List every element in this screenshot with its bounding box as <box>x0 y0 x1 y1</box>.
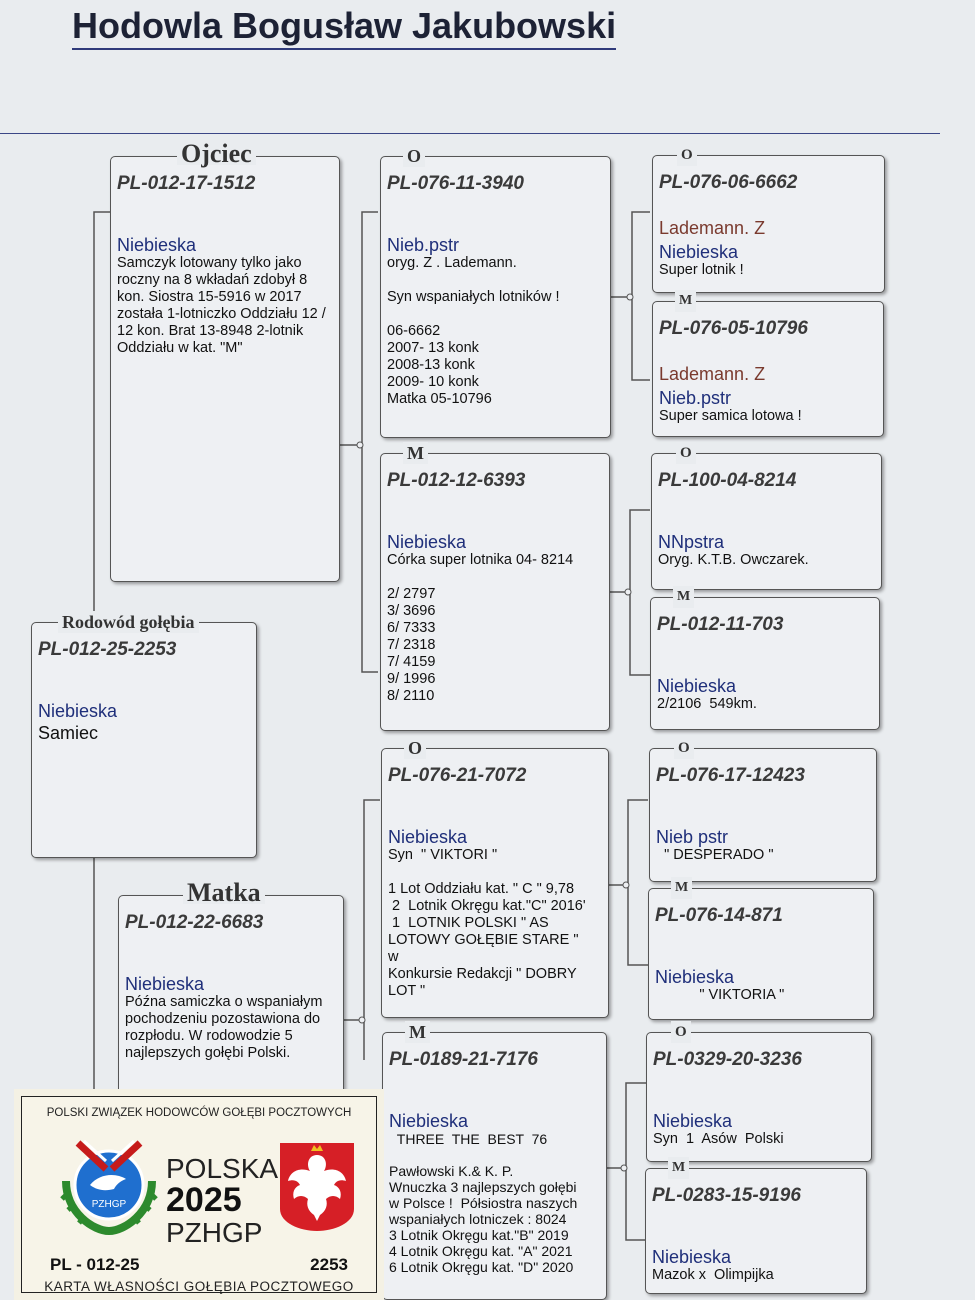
ownership-card <box>14 1089 384 1300</box>
grandfather-maternal-color: Niebieska <box>388 827 468 847</box>
grandfather-maternal-label: O <box>404 737 426 759</box>
father-description: Samczyk lotowany tylko jako roczny na 8 wkładań zdobył 8 kon. Siostra 15-5916 w 2017 została 1-lotniczko Oddziału 12 / 12 kon. Brat 13-8948 2-lotnik Oddziału w kat. "M" <box>117 255 330 356</box>
ggf-fm-label: O <box>676 442 696 464</box>
grandmother-paternal-label: M <box>403 442 428 464</box>
card-year: 2025 <box>166 1181 242 1219</box>
grandmother-paternal-box <box>380 443 610 731</box>
ggf-mm-box <box>646 1024 872 1162</box>
grandmother-paternal-ring: PL-012-12-6393 <box>387 470 526 491</box>
grandmother-maternal-label: M <box>405 1021 430 1043</box>
ggf-ff-color: Niebieska <box>659 242 739 262</box>
card-bottom-text: KARTA WŁASNOŚCI GOŁĘBIA POCZTOWEGO <box>44 1279 354 1294</box>
pigeon-box <box>31 612 257 858</box>
ggm-mf-box <box>648 880 874 1020</box>
ggf-ff-text: Super lotnik ! <box>659 262 744 278</box>
ggf-fm-text: Oryg. K.T.B. Owczarek. <box>658 552 809 568</box>
ggm-mf-color: Niebieska <box>655 967 735 987</box>
grandfather-paternal-box <box>380 146 611 438</box>
ggm-fm-color: Niebieska <box>657 676 737 696</box>
ggf-fm-box <box>651 445 882 590</box>
father-box <box>110 139 340 582</box>
ggf-ff-ring: PL-076-06-6662 <box>659 172 798 193</box>
ggm-mm-box <box>645 1160 867 1294</box>
ggm-mm-ring: PL-0283-15-9196 <box>652 1185 801 1206</box>
ggm-fm-box <box>650 589 880 730</box>
ggf-mf-text: " DESPERADO " <box>656 847 774 863</box>
card-country: POLSKA <box>166 1153 279 1184</box>
mother-description: Późna samiczka o wspaniałym pochodzeniu pozostawiona do rozpłodu. W rodowodzie 5 najlepszych gołębi Polski. <box>125 994 327 1061</box>
ggf-mf-ring: PL-076-17-12423 <box>656 765 805 786</box>
ggm-ff-breeder: Lademann. Z <box>659 364 766 384</box>
grandmother-maternal-ring: PL-0189-21-7176 <box>389 1049 538 1070</box>
ggm-mm-text: Mazok x Olimpijka <box>652 1267 774 1283</box>
card-ring-left: PL - 012-25 <box>50 1255 140 1274</box>
father-header: Ojciec <box>177 143 256 165</box>
ggm-ff-color: Nieb.pstr <box>659 388 732 408</box>
ggm-fm-ring: PL-012-11-703 <box>657 614 784 635</box>
grandfather-paternal-text: oryg. Z . Lademann. Syn wspaniałych lotników ! 06-6662 2007- 13 konk 2008-13 konk 2009- 10 konk Matka 05-10796 <box>387 255 560 407</box>
ggm-mf-label: M <box>671 877 692 899</box>
grandfather-paternal-color: Nieb.pstr <box>387 235 460 255</box>
ggf-mm-color: Niebieska <box>653 1111 733 1131</box>
grandmother-maternal-text: THREE THE BEST 76 Pawłowski K.& K. P. Wnuczka 3 najlepszych gołębi w Polsce ! Półsiostra naszych wspaniałych lotniczek : 8024 3 Lotnik Okręgu kat."B" 2019 4 Lotnik Okręgu kat. "A" 2021 6 Lotnik Okręgu kat. "D" 2020 <box>389 1131 578 1275</box>
ggm-mf-ring: PL-076-14-871 <box>655 905 783 926</box>
ggm-ff-label: M <box>675 290 696 312</box>
grandmother-paternal-text: Córka super lotnika 04- 8214 2/ 2797 3/ 3696 6/ 7333 7/ 2318 7/ 4159 9/ 1996 8/ 2110 <box>387 552 574 704</box>
ggf-mf-box <box>649 740 877 882</box>
grandmother-paternal-color: Niebieska <box>387 532 467 552</box>
father-color: Niebieska <box>117 235 197 255</box>
grandfather-maternal-ring: PL-076-21-7072 <box>388 765 527 786</box>
mother-color: Niebieska <box>125 974 205 994</box>
ggf-fm-ring: PL-100-04-8214 <box>658 470 797 491</box>
pzhgp-logo <box>54 1133 164 1233</box>
pigeon-sex: Samiec <box>38 723 99 743</box>
card-top-text: POLSKI ZWIĄZEK HODOWCÓW GOŁĘBI POCZTOWYCH <box>46 1107 352 1119</box>
ggf-ff-breeder: Lademann. Z <box>659 218 766 238</box>
pigeon-header: Rodowód gołębia <box>58 611 199 633</box>
grandfather-paternal-ring: PL-076-11-3940 <box>387 173 524 194</box>
ggf-mm-ring: PL-0329-20-3236 <box>653 1049 802 1070</box>
card-org: PZHGP <box>166 1217 263 1248</box>
grandfather-maternal-text: Syn " VIKTORI " 1 Lot Oddziału kat. " C " 9,78 2 Lotnik Okręgu kat."C" 2016' 1 LOTNIK POLSKI " AS LOTOWY GOŁĘBIE STARE " w Konkursie Redakcji " DOBRY LOT " <box>388 847 586 999</box>
ggm-mm-label: M <box>668 1157 689 1179</box>
polish-eagle-emblem <box>278 1141 356 1233</box>
ggf-mf-label: O <box>674 737 694 759</box>
ggf-fm-color: NNpstra <box>658 532 725 552</box>
ggm-ff-ring: PL-076-05-10796 <box>659 318 808 339</box>
ggf-ff-label: O <box>677 144 697 166</box>
ggm-fm-text: 2/2106 549km. <box>657 696 757 712</box>
pigeon-color: Niebieska <box>38 701 118 721</box>
ggm-mm-color: Niebieska <box>652 1247 732 1267</box>
ggf-mf-color: Nieb pstr <box>656 827 729 847</box>
card-ring-right: 2253 <box>310 1255 348 1274</box>
mother-header: Matka <box>183 882 265 904</box>
ggf-mm-text: Syn 1 Asów Polski <box>653 1131 784 1147</box>
ggf-ff-box <box>652 147 885 293</box>
mother-ring: PL-012-22-6683 <box>125 912 264 933</box>
grandfather-paternal-label: O <box>403 145 425 167</box>
ggm-ff-box <box>652 293 884 437</box>
mother-box <box>118 878 344 1095</box>
page-title: Hodowla Bogusław Jakubowski <box>72 4 616 50</box>
pigeon-ring: PL-012-25-2253 <box>38 639 177 660</box>
grandmother-maternal-color: Niebieska <box>389 1111 469 1131</box>
grandfather-maternal-box <box>381 738 609 1018</box>
ggm-mf-text: " VIKTORIA " <box>655 987 785 1003</box>
ggf-mm-label: O <box>671 1021 691 1043</box>
logo-text: PZHGP <box>91 1199 127 1210</box>
father-ring: PL-012-17-1512 <box>117 173 256 194</box>
grandmother-maternal-box <box>382 1022 607 1300</box>
ggm-fm-label: M <box>673 586 694 608</box>
ggm-ff-text: Super samica lotowa ! <box>659 408 802 424</box>
